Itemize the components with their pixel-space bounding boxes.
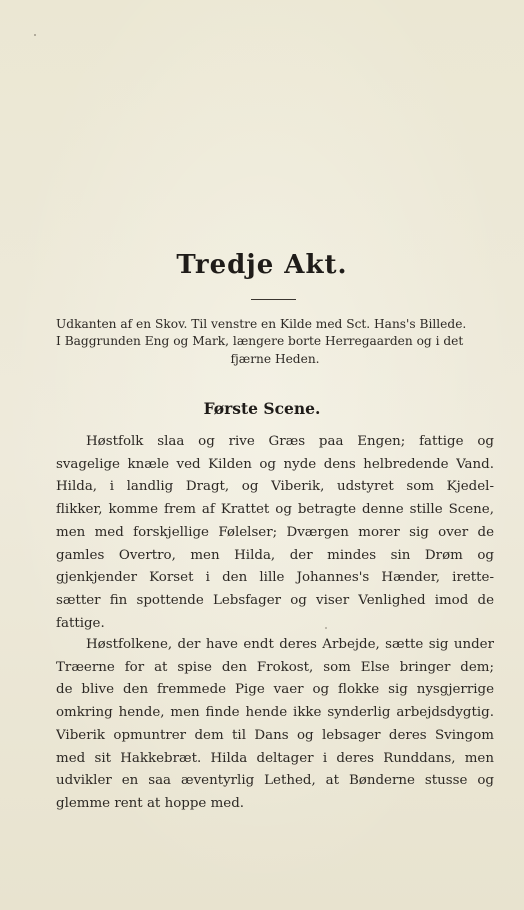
- paragraph-line: Hilda, i landlig Dragt, og Viberik, udstyret som Kjedel-: [56, 479, 494, 495]
- paper-speck: [34, 34, 36, 36]
- paragraph-line: Høstfolkene, der have endt deres Arbejde, sætte sig under: [86, 637, 494, 652]
- paragraph-line: Træerne for at spise den Frokost, som Else bringer dem;: [56, 659, 494, 675]
- paragraph-line: sætter fin spottende Lebsfager og viser Venlighed imod de: [56, 592, 494, 608]
- title-divider: [251, 299, 296, 300]
- paragraph-line: Viberik opmuntrer dem til Dans og lebsager deres Svingom: [56, 727, 494, 743]
- paragraph-line: fattige.: [56, 615, 105, 631]
- act-title: Tredje Akt.: [176, 250, 348, 280]
- scene-heading: Første Scene.: [203, 399, 321, 418]
- stage-direction-line: fjærne Heden.: [230, 351, 320, 366]
- paragraph-line: de blive den fremmede Pige vaer og flokke sig nysgjerrige: [56, 682, 494, 698]
- paragraph-line: gamles Overtro, men Hilda, der mindes sin Drøm og: [56, 547, 494, 563]
- paragraph-line: flikker, komme frem af Krattet og betragte denne stille Scene,: [56, 502, 494, 518]
- paragraph-line: udvikler en saa æventyrlig Lethed, at Bønderne stusse og: [56, 773, 494, 789]
- paragraph-line: gjenkjender Korset i den lille Johannes's Hænder, irette-: [56, 570, 494, 586]
- paragraph-line: svagelige knæle ved Kilden og nyde dens helbredende Vand.: [56, 456, 494, 472]
- paragraph-line: Høstfolk slaa og rive Græs paa Engen; fattige og: [86, 434, 494, 449]
- paragraph-line: glemme rent at hoppe med.: [56, 795, 245, 811]
- paragraph: [56, 431, 494, 635]
- paragraph: [56, 634, 494, 816]
- stage-direction-line: Udkanten af en Skov. Til venstre en Kilde med Sct. Hans's Billede.: [56, 317, 467, 331]
- paragraph-line: med sit Hakkebræt. Hilda deltager i deres Runddans, men: [56, 750, 494, 766]
- paragraph-line: men med forskjellige Følelser; Dværgen morer sig over de: [56, 524, 494, 540]
- stage-direction-line: I Baggrunden Eng og Mark, længere borte Herregaarden og i det: [56, 334, 464, 349]
- stage-direction: [56, 316, 494, 368]
- paragraph-line: omkring hende, men finde hende ikke synderlig arbejdsdygtig.: [56, 705, 494, 721]
